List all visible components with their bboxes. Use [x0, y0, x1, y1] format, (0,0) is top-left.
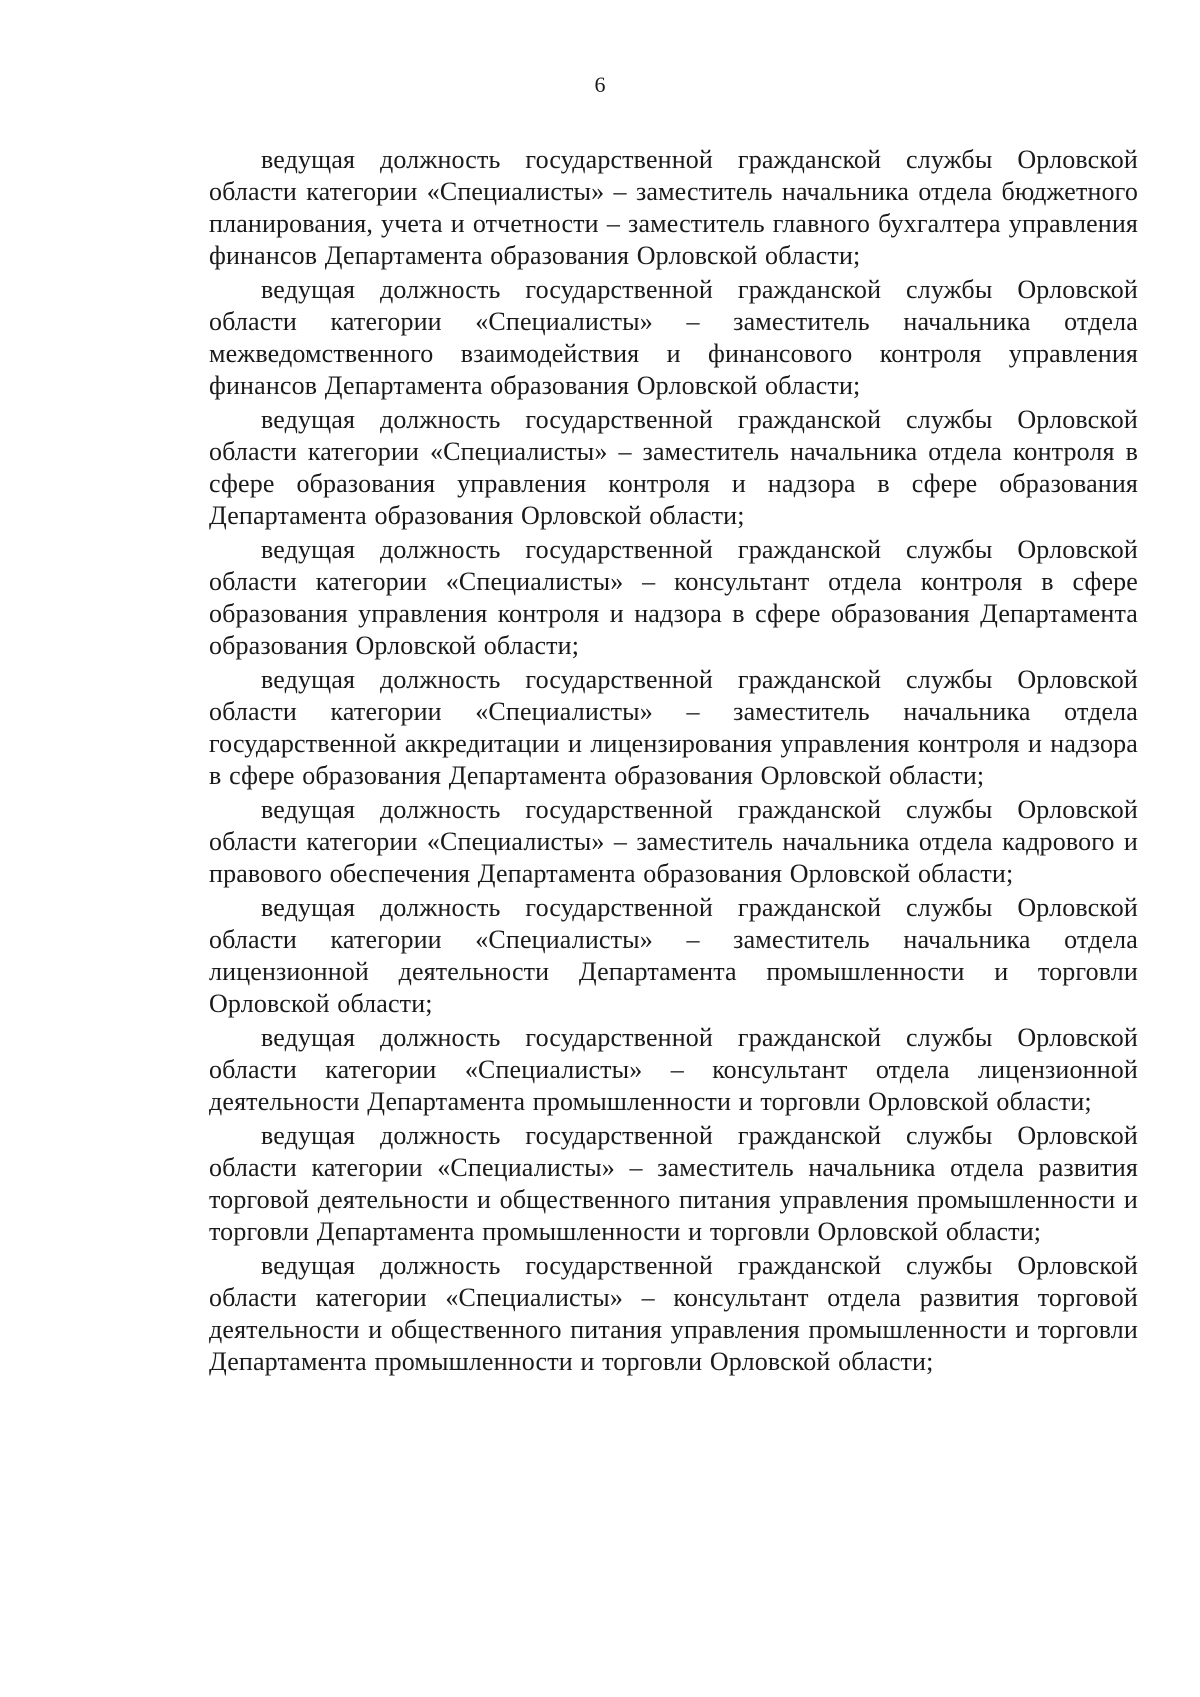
paragraph: ведущая должность государственной гражданской службы Орловской области категории «Специалисты» – заместитель начальника отдела кадрового и правового обеспечения Департамента образования Орловской области; — [209, 795, 1138, 888]
paragraph: ведущая должность государственной гражданской службы Орловской области категории «Специалисты» – заместитель начальника отдела лицензионной деятельности Департамента промышленности и торговли Орловской области; — [209, 893, 1138, 1018]
document-body — [209, 144, 1138, 1380]
paragraph: ведущая должность государственной гражданской службы Орловской области категории «Специалисты» – консультант отдела контроля в сфере образования управления контроля и надзора в сфере образования Департамента образования Орловской области; — [209, 535, 1138, 660]
paragraph: ведущая должность государственной гражданской службы Орловской области категории «Специалисты» – консультант отдела лицензионной деятельности Департамента промышленности и торговли Орловской области; — [209, 1023, 1138, 1116]
paragraph: ведущая должность государственной гражданской службы Орловской области категории «Специалисты» – заместитель начальника отдела бюджетного планирования, учета и отчетности – заместитель главного бухгалтера управления финансов Департамента образования Орловской области; — [209, 145, 1138, 270]
page-number: 6 — [594, 72, 606, 97]
paragraph: ведущая должность государственной гражданской службы Орловской области категории «Специалисты» – заместитель начальника отдела государственной аккредитации и лицензирования управления контроля и надзора в сфере образования Департамента образования Орловской области; — [209, 665, 1138, 790]
paragraph: ведущая должность государственной гражданской службы Орловской области категории «Специалисты» – заместитель начальника отдела контроля в сфере образования управления контроля и надзора в сфере образования Департамента образования Орловской области; — [209, 405, 1138, 530]
paragraph: ведущая должность государственной гражданской службы Орловской области категории «Специалисты» – консультант отдела развития торговой деятельности и общественного питания управления промышленности и торговли Департамента промышленности и торговли Орловской области; — [209, 1251, 1138, 1376]
paragraph: ведущая должность государственной гражданской службы Орловской области категории «Специалисты» – заместитель начальника отдела развития торговой деятельности и общественного питания управления промышленности и торговли Департамента промышленности и торговли Орловской области; — [209, 1121, 1138, 1246]
paragraph: ведущая должность государственной гражданской службы Орловской области категории «Специалисты» – заместитель начальника отдела межведомственного взаимодействия и финансового контроля управления финансов Департамента образования Орловской области; — [209, 275, 1138, 400]
